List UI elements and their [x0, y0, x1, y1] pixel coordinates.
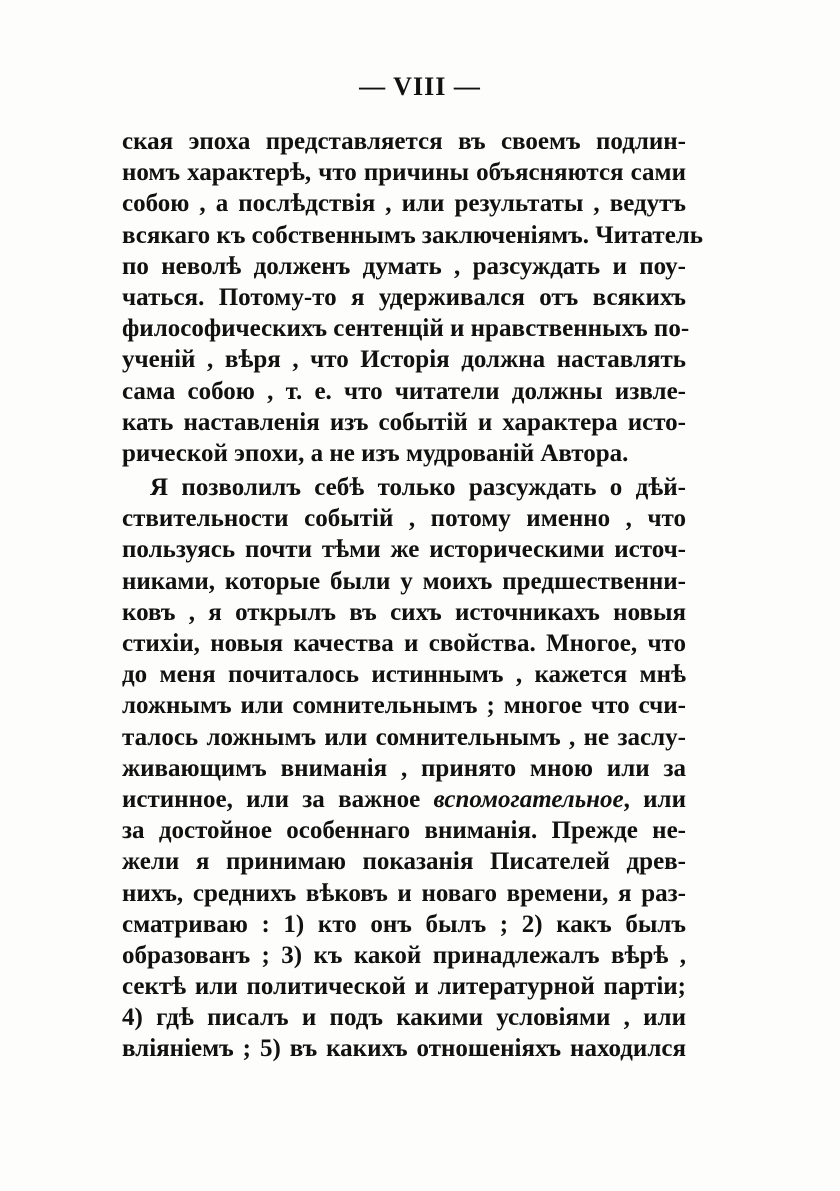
text-line: сама собою , т. е. что читатели должны извле- — [122, 377, 686, 405]
text-line: до меня почиталось истиннымъ , кажется мнѣ — [122, 661, 686, 689]
text-line: пользуясь почти тѣми же историческими источ- — [122, 536, 686, 564]
text-line: ская эпоха представляется въ своемъ подлин- — [122, 128, 686, 155]
italic-word: вспомогательное — [433, 785, 624, 813]
text-segment: истинное, или за важное — [122, 785, 421, 813]
text-line: нихъ, среднихъ вѣковъ и новаго времени, я раз- — [122, 879, 686, 907]
text-line: ковъ , я открылъ въ сихъ источникахъ новыя — [122, 598, 686, 626]
text-line: Я позволилъ себѣ только разсуждать о дѣй- — [150, 474, 686, 502]
text-line: талось ложнымъ или сомнительнымъ , не заслу- — [122, 723, 686, 751]
text-line: стихіи, новыя качества и свойства. Многое, что — [122, 630, 686, 657]
text-line: живающимъ вниманія , принято мною или за — [122, 754, 686, 782]
text-line: за достойное особеннаго вниманія. Прежде не- — [122, 817, 686, 845]
page-number: — VIII — — [359, 72, 481, 101]
text-line: кать наставленія изъ событій и характера исто- — [122, 408, 686, 436]
text-segment: , или — [623, 785, 686, 813]
text-line: сматриваю : 1) кто онъ былъ ; 2) какъ былъ — [122, 910, 686, 938]
text-line: рической эпохи, а не изъ мудрованій Автора. — [122, 439, 629, 467]
text-line: номъ характерѣ, что причины объясняются сами — [122, 159, 686, 187]
text-line: по неволѣ долженъ думать , разсуждать и поу- — [122, 252, 686, 280]
text-line: ученій , вѣря , что Исторія должна наставлять — [122, 346, 686, 374]
text-line: 4) гдѣ писалъ и подъ какими условіями , или — [122, 1004, 686, 1032]
text-line: всякаго къ собственнымъ заключеніямъ. Читатель — [122, 221, 704, 249]
text-line: собою , а послѣдствія , или результаты , ведутъ — [122, 190, 686, 218]
text-line: чаться. Потому-то я удерживался отъ всякихъ — [122, 283, 686, 311]
text-line: сектѣ или политической и литературной партіи; — [122, 973, 686, 1001]
text-line-with-italic — [122, 784, 686, 815]
text-line: никами, которые были у моихъ предшественни- — [122, 567, 686, 595]
text-line: ствительности событій , потому именно , что — [122, 505, 686, 533]
body-text — [122, 126, 704, 1065]
text-line: философическихъ сентенцій и нравственныхъ по- — [122, 315, 690, 343]
text-line: ложнымъ или сомнительнымъ ; многое что счи- — [122, 692, 686, 720]
text-line: жели я принимаю показанія Писателей древ- — [122, 848, 686, 876]
text-line: образованъ ; 3) къ какой принадлежалъ вѣрѣ , — [122, 941, 686, 969]
text-line: вліяніемъ ; 5) въ какихъ отношеніяхъ находился — [122, 1035, 686, 1063]
